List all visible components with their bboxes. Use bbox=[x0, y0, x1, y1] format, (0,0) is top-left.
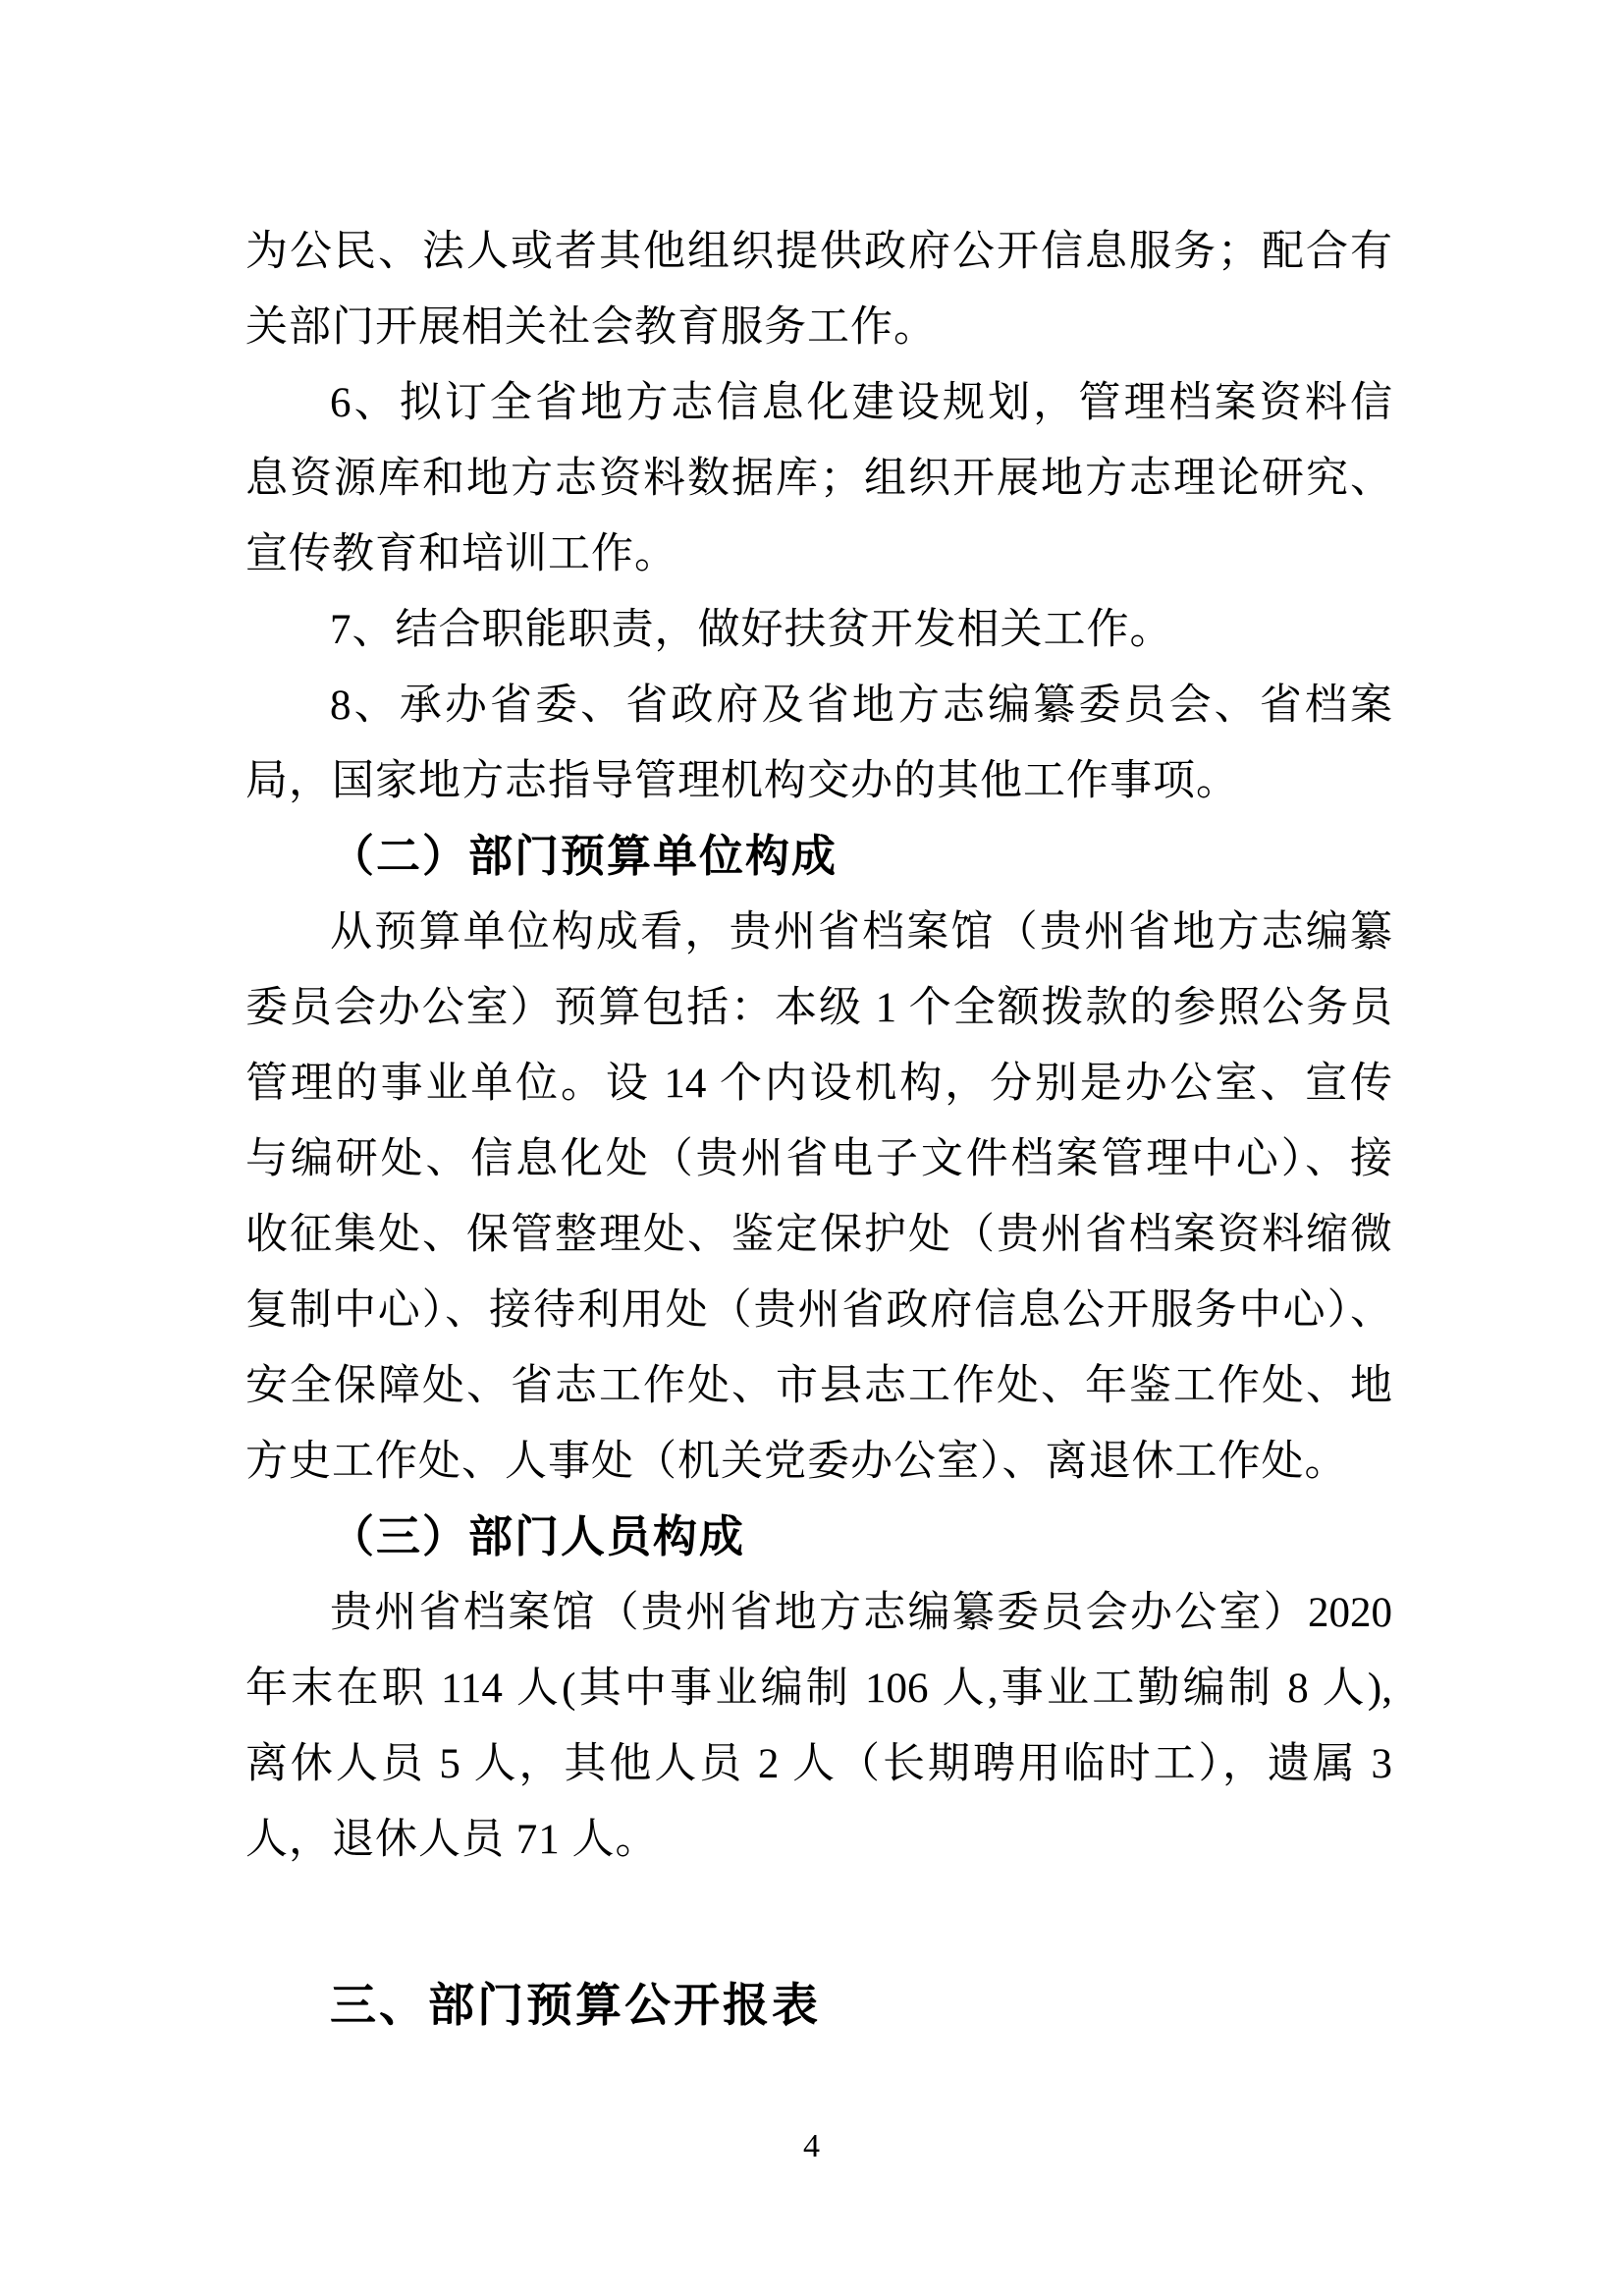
text-line: 贵州省档案馆（贵州省地方志编纂委员会办公室）2020 bbox=[330, 1590, 1392, 1636]
text-line: 离休人员 5 人，其他人员 2 人（长期聘用临时工），遗属 3 bbox=[245, 1741, 1392, 1787]
section-subheading: （二）部门预算单位构成 bbox=[330, 832, 839, 881]
text-line: 从预算单位构成看，贵州省档案馆（贵州省地方志编纂 bbox=[330, 909, 1392, 956]
text-block bbox=[245, 214, 1392, 2043]
text-line: 方史工作处、人事处（机关党委办公室）、离退休工作处。 bbox=[245, 1439, 1348, 1485]
text-line: 6、拟订全省地方志信息化建设规划，管理档案资料信 bbox=[330, 380, 1392, 426]
text-line: 局，国家地方志指导管理机构交办的其他工作事项。 bbox=[245, 758, 1239, 804]
text-line: 7、结合职能职责，做好扶贫开发相关工作。 bbox=[330, 607, 1173, 653]
text-line: 息资源库和地方志资料数据库；组织开展地方志理论研究、 bbox=[245, 456, 1392, 502]
section-subheading: （三）部门人员构成 bbox=[330, 1512, 746, 1561]
text-line: 安全保障处、省志工作处、市县志工作处、年鉴工作处、地 bbox=[245, 1363, 1392, 1409]
section-heading: 三、部门预算公开报表 bbox=[330, 1979, 821, 2031]
text-line: 宣传教育和培训工作。 bbox=[245, 531, 677, 577]
text-line: 关部门开展相关社会教育服务工作。 bbox=[245, 304, 937, 351]
text-line: 委员会办公室）预算包括：本级 1 个全额拨款的参照公务员 bbox=[245, 985, 1392, 1031]
page-number: 4 bbox=[803, 2128, 820, 2164]
text-line: 人，退休人员 71 人。 bbox=[245, 1817, 659, 1863]
text-line: 为公民、法人或者其他组织提供政府公开信息服务；配合有 bbox=[245, 229, 1392, 275]
text-line: 与编研处、信息化处（贵州省电子文件档案管理中心）、接 bbox=[245, 1136, 1392, 1182]
text-line: 收征集处、保管整理处、鉴定保护处（贵州省档案资料缩微 bbox=[245, 1212, 1392, 1258]
text-line: 8、承办省委、省政府及省地方志编纂委员会、省档案 bbox=[330, 683, 1392, 729]
text-line: 管理的事业单位。设 14 个内设机构，分别是办公室、宣传 bbox=[245, 1061, 1392, 1107]
text-line: 年末在职 114 人(其中事业编制 106 人,事业工勤编制 8 人), bbox=[245, 1666, 1392, 1712]
text-line: 复制中心）、接待利用处（贵州省政府信息公开服务中心）、 bbox=[245, 1287, 1392, 1334]
